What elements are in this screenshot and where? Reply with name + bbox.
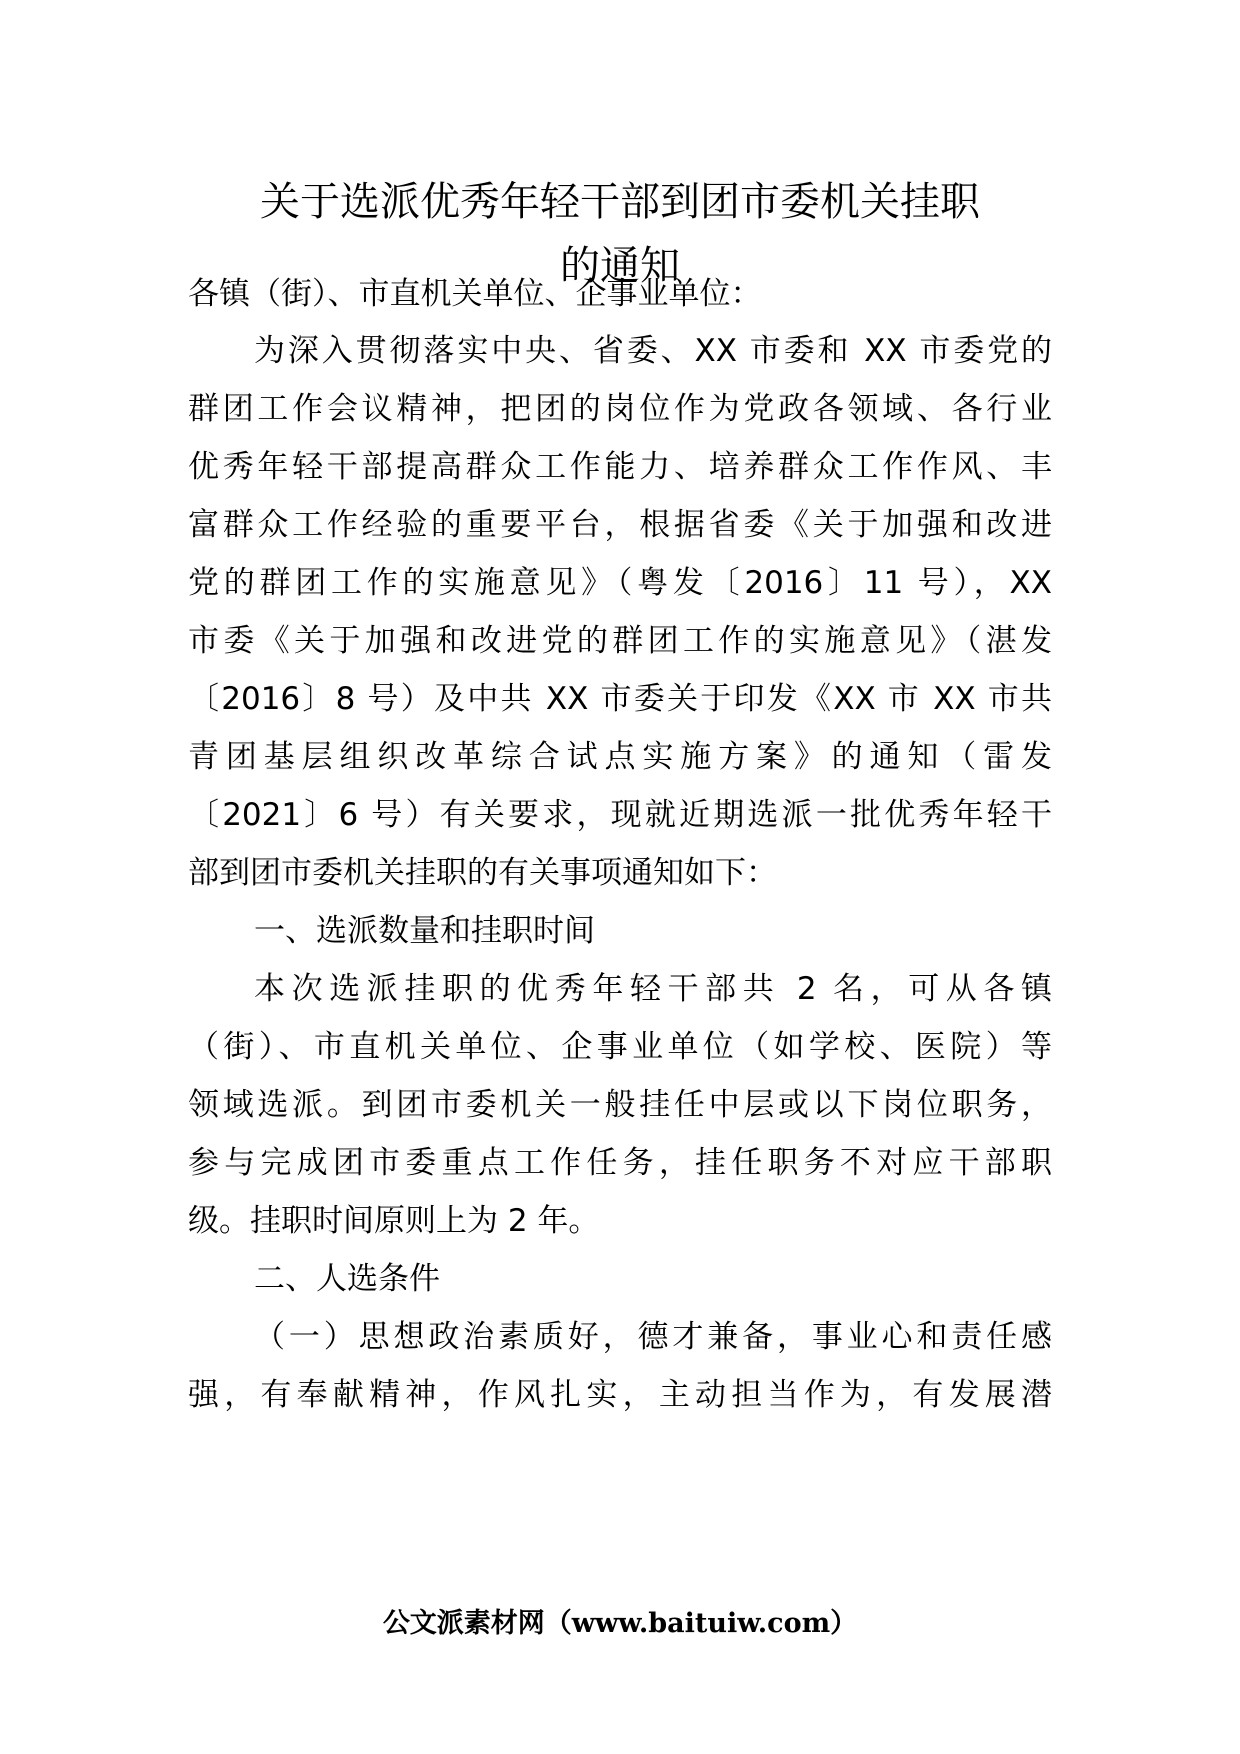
body-line: 参与完成团市委重点工作任务，挂任职务不对应干部职	[188, 1145, 1052, 1181]
body-line: 部到团市委机关挂职的有关事项通知如下：	[188, 855, 777, 891]
body-line: 领域选派。到团市委机关一般挂任中层或以下岗位职务，	[188, 1087, 1052, 1123]
body-line: 党的群团工作的实施意见》（粤发〔2016〕11 号），XX	[188, 565, 1052, 601]
body-line: 市委《关于加强和改进党的群团工作的实施意见》（湛发	[188, 623, 1052, 659]
body-line: 群团工作会议精神，把团的岗位作为党政各领域、各行业	[188, 391, 1052, 427]
body-line: 青团基层组织改革综合试点实施方案》的通知（雷发	[188, 739, 1052, 775]
body-line: 为深入贯彻落实中央、省委、XX 市委和 XX 市委党的	[254, 333, 1052, 369]
body-line: （街）、市直机关单位、企事业单位（如学校、医院）等	[188, 1029, 1052, 1065]
footer-watermark: 公文派素材网（www.baituiw.com）	[382, 1608, 858, 1639]
body-line: 级。挂职时间原则上为 2 年。	[188, 1203, 600, 1239]
section-heading: 一、选派数量和挂职时间	[254, 913, 595, 949]
addressee: 各镇（街）、市直机关单位、企事业单位：	[188, 276, 762, 312]
body-line: 富群众工作经验的重要平台，根据省委《关于加强和改进	[188, 507, 1052, 543]
section-heading: 二、人选条件	[254, 1261, 440, 1297]
document-title-line-2: 的通知	[560, 243, 680, 289]
body-line: 〔2016〕8 号）及中共 XX 市委关于印发《XX 市 XX 市共	[188, 681, 1052, 717]
body-line: 优秀年轻干部提高群众工作能力、培养群众工作作风、丰	[188, 449, 1052, 485]
document-title-line-1: 关于选派优秀年轻干部到团市委机关挂职	[260, 179, 980, 225]
body-line: 强，有奉献精神，作风扎实，主动担当作为，有发展潜	[188, 1377, 1052, 1413]
body-line: 〔2021〕6 号）有关要求，现就近期选派一批优秀年轻干	[188, 797, 1052, 833]
body-line: （一）思想政治素质好，德才兼备，事业心和责任感	[254, 1319, 1052, 1355]
body-line: 本次选派挂职的优秀年轻干部共 2 名，可从各镇	[254, 971, 1052, 1007]
